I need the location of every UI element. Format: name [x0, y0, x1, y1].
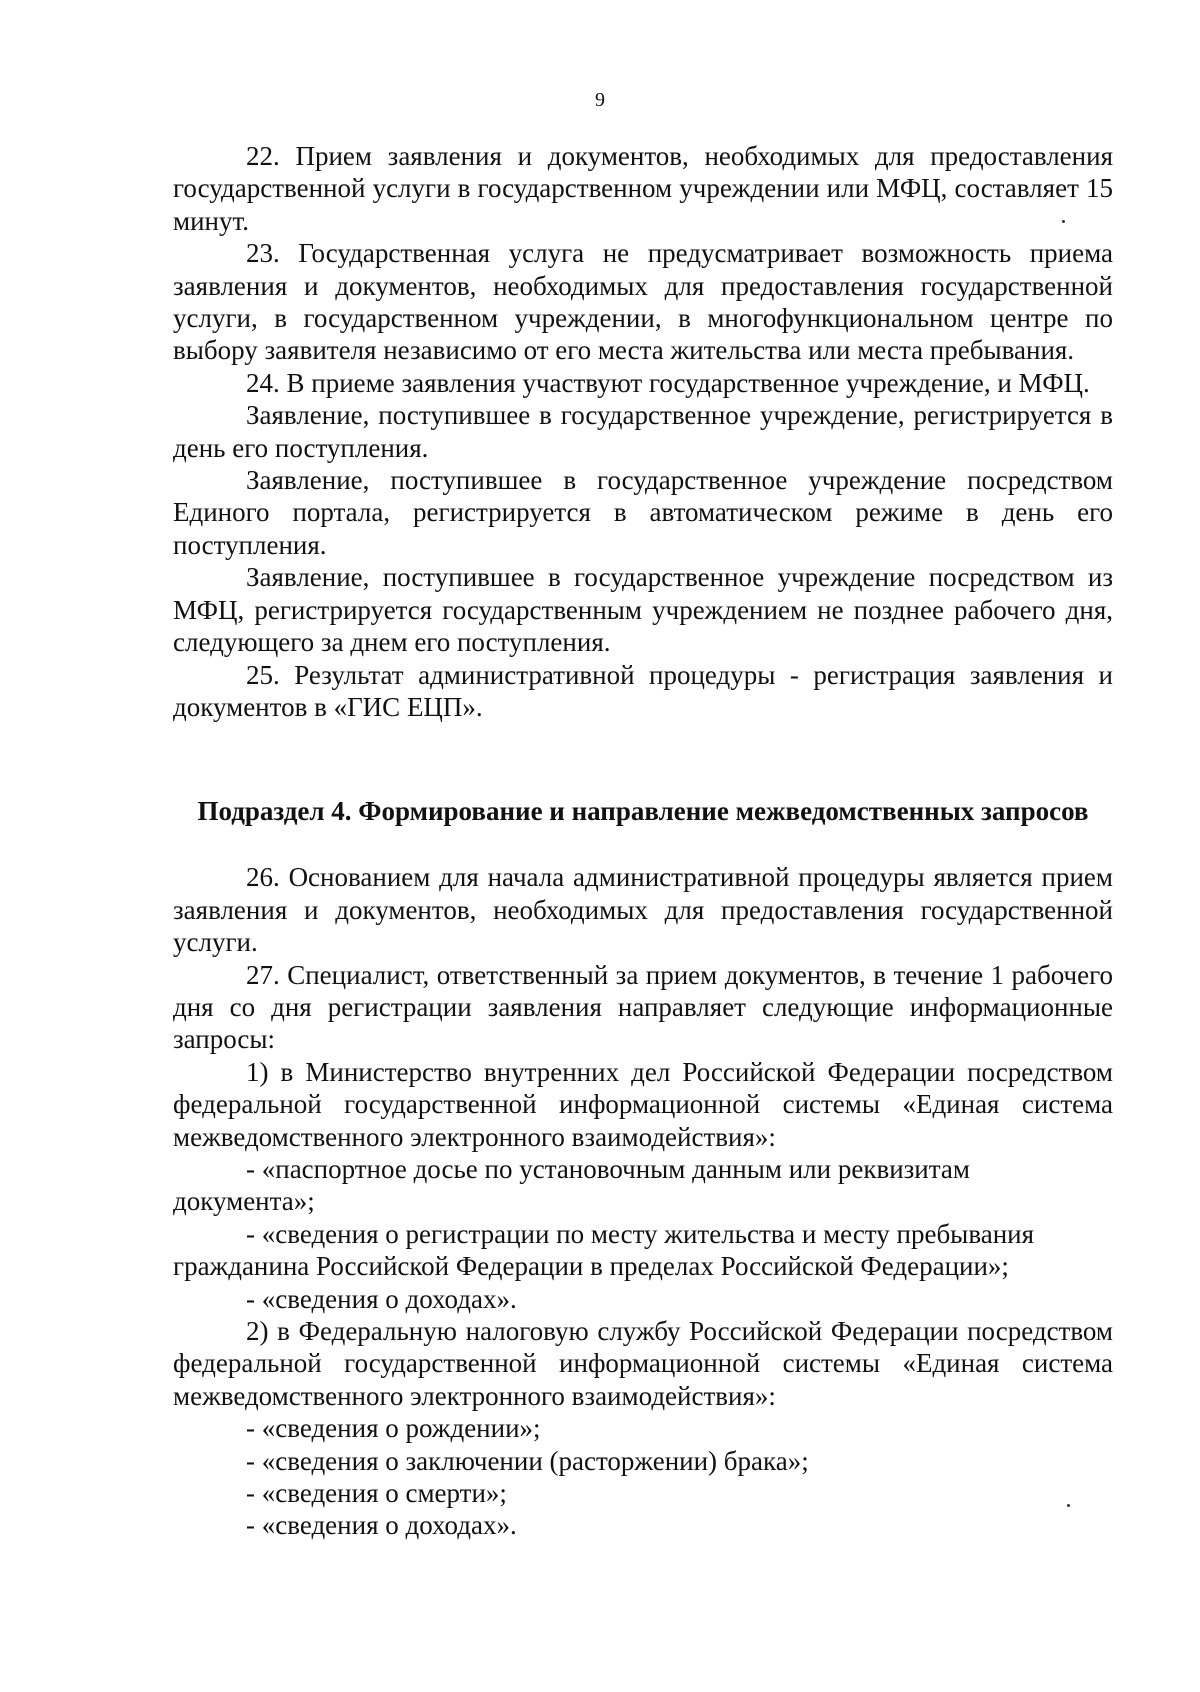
list-item: - «сведения о регистрации по месту жительства и месту пребывания гражданина Российской Федерации в пределах Российской Федерации»;: [173, 1218, 1035, 1282]
scan-speck: [1062, 220, 1065, 223]
paragraph-registration-institution: Заявление, поступившее в государственное учреждение, регистрируется в день его поступления.: [173, 400, 1113, 463]
paragraph-24: 24. В приеме заявления участвуют государственное учреждение, и МФЦ.: [246, 367, 1090, 398]
section-heading: Подраздел 4. Формирование и направление межведомственных запросов: [197, 796, 1089, 827]
scan-speck: [1067, 1504, 1070, 1507]
list-item: - «сведения о доходах».: [246, 1283, 517, 1314]
paragraph-fns-intro: 2) в Федеральную налоговую службу Российской Федерации посредством федеральной государственной информационной системы «Единая система межведомственного электронного взаимодействия»:: [173, 1316, 1113, 1411]
paragraph-mvd-intro: 1) в Министерство внутренних дел Российской Федерации посредством федеральной государственной информационной системы «Единая система межведомственного электронного взаимодействия»:: [173, 1056, 1113, 1152]
list-item: - «сведения о рождении»;: [246, 1413, 541, 1444]
page-number: 9: [595, 89, 605, 111]
paragraph-22: 22. Прием заявления и документов, необходимых для предоставления государственной услуги в государственном учреждении или МФЦ, составляет 15 минут.: [173, 141, 1113, 236]
paragraph-27: 27. Специалист, ответственный за прием документов, в течение 1 рабочего дня со дня регистрации заявления направляет следующие информационные запросы:: [173, 959, 1113, 1055]
paragraph-registration-portal: Заявление, поступившее в государственное учреждение посредством Единого портала, регистрируется в автоматическом режиме в день его поступления.: [173, 465, 1113, 560]
list-item: - «сведения о заключении (расторжении) брака»;: [246, 1445, 809, 1476]
fns-request-list: [173, 1412, 1113, 1542]
list-item: - «сведения о смерти»;: [246, 1478, 507, 1509]
paragraph-26: 26. Основанием для начала административной процедуры является прием заявления и документов, необходимых для предоставления государственной услуги.: [173, 862, 1113, 958]
list-item: - «сведения о доходах».: [246, 1510, 517, 1541]
mvd-request-list: [173, 1153, 1113, 1315]
paragraph-23: 23. Государственная услуга не предусматривает возможность приема заявления и документов, необходимых для предоставления государственной услуги, в государственном учреждении, в многофункциональном центре по выбору заявителя независимо от его места жительства или места пребывания.: [173, 238, 1113, 366]
paragraph-registration-mfc: Заявление, поступившее в государственное учреждение посредством из МФЦ, регистрируется государственным учреждением не позднее рабочего дня, следующего за днем его поступления.: [173, 562, 1113, 658]
document-body: [173, 140, 1113, 1542]
paragraph-25: 25. Результат административной процедуры - регистрация заявления и документов в «ГИС ЕЦП».: [173, 659, 1113, 722]
list-item: - «паспортное досье по установочным данным или реквизитам документа»;: [173, 1153, 970, 1217]
